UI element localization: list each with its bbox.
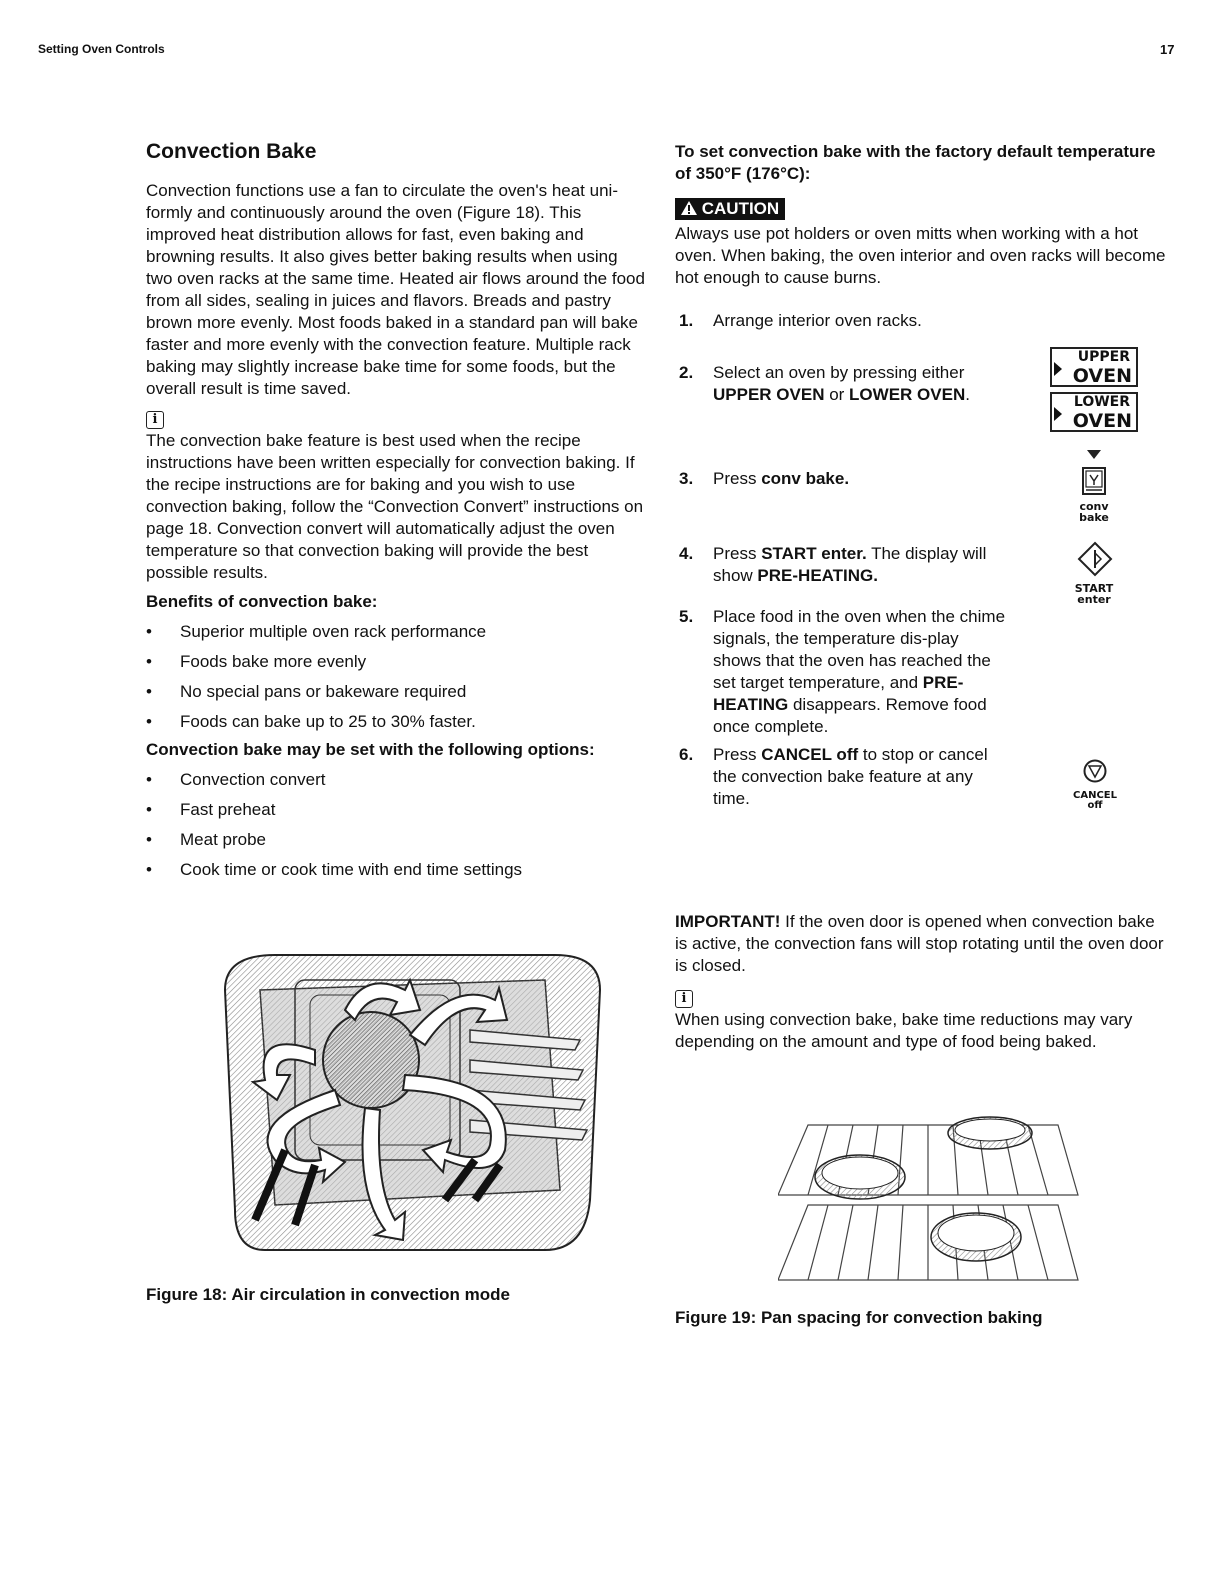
info-icon: i — [675, 990, 693, 1008]
list-item: • Superior multiple oven rack performance — [146, 621, 646, 651]
caution-text: Always use pot holders or oven mitts when working with a hot oven. When baking, the oven interior and oven racks will become hot enough to cause burns. — [675, 224, 1166, 287]
list-item: • Convection convert — [146, 769, 646, 799]
start-enter-button[interactable] — [1077, 541, 1113, 577]
benefits-list — [146, 621, 646, 741]
start-enter-label: START enter — [1074, 582, 1114, 606]
info-note: The convection bake feature is best used when the recipe instructions have been written especially for convection baking. If the recipe instructions are for baking and you wish to use convection baking, follow the “Convection Convert” instructions on page 18. Convection convert will automatically adjust the oven temperature so that convection baking will provide the best possible results. — [146, 431, 644, 582]
section-title: Convection Bake — [146, 140, 317, 163]
list-item: • Foods can bake up to 25 to 30% faster. — [146, 711, 646, 741]
list-item: • Fast preheat — [146, 799, 646, 829]
options-heading: Convection bake may be set with the following options: — [146, 740, 595, 759]
list-item: • Cook time or cook time with end time settings — [146, 859, 646, 889]
conv-bake-button[interactable] — [1082, 467, 1106, 495]
figure-19-caption: Figure 19: Pan spacing for convection baking — [675, 1308, 1043, 1327]
cancel-off-label: CANCEL off — [1073, 790, 1117, 811]
important-notice: IMPORTANT! If the oven door is opened when convection bake is active, the convection fans will stop rotating until the oven door is closed. — [675, 912, 1164, 975]
lower-oven-button[interactable]: LOWER OVEN — [1050, 392, 1138, 432]
info-icon: i — [146, 411, 164, 429]
pan-spacing-illustration — [778, 1115, 1080, 1283]
conv-bake-label: conv bake — [1079, 500, 1109, 524]
options-list — [146, 769, 646, 889]
warning-icon — [681, 201, 697, 215]
list-item: • Meat probe — [146, 829, 646, 859]
list-item: • No special pans or bakeware required — [146, 681, 646, 711]
play-arrow-icon — [1054, 407, 1062, 421]
intro-paragraph: Convection functions use a fan to circulate the oven's heat uni-formly and continuously around the oven (Figure 18). This improved heat distribution allows for fast, even baking and browning results. It also gives better baking results when using two oven racks at the same time. Heated air flows around the food from all sides, sealing in juices and flavors. Breads and pastry brown more evenly. Most foods baked in a standard pan will bake faster and more evenly with the convection feature. Multiple rack baking may slightly increase bake time for some foods, but the overall result is time saved. — [146, 181, 645, 398]
play-arrow-icon — [1054, 362, 1062, 376]
upper-oven-button[interactable]: UPPER OVEN — [1050, 347, 1138, 387]
figure-18-caption: Figure 18: Air circulation in convection mode — [146, 1285, 510, 1304]
chevron-down-icon — [1087, 450, 1101, 459]
benefits-heading: Benefits of convection bake: — [146, 592, 378, 611]
list-item: • Foods bake more evenly — [146, 651, 646, 681]
instructions-heading: To set convection bake with the factory default temperature of 350°F (176°C): — [675, 142, 1156, 183]
caution-label: CAUTION — [701, 199, 780, 218]
cancel-off-button[interactable] — [1083, 759, 1107, 783]
page-number: 17 — [1160, 42, 1175, 57]
running-header: Setting Oven Controls — [38, 42, 165, 56]
oven-air-circulation-illustration — [215, 950, 605, 1260]
info-note-2: When using convection bake, bake time reductions may vary depending on the amount and type of food being baked. — [675, 1010, 1133, 1051]
caution-badge — [675, 198, 785, 220]
